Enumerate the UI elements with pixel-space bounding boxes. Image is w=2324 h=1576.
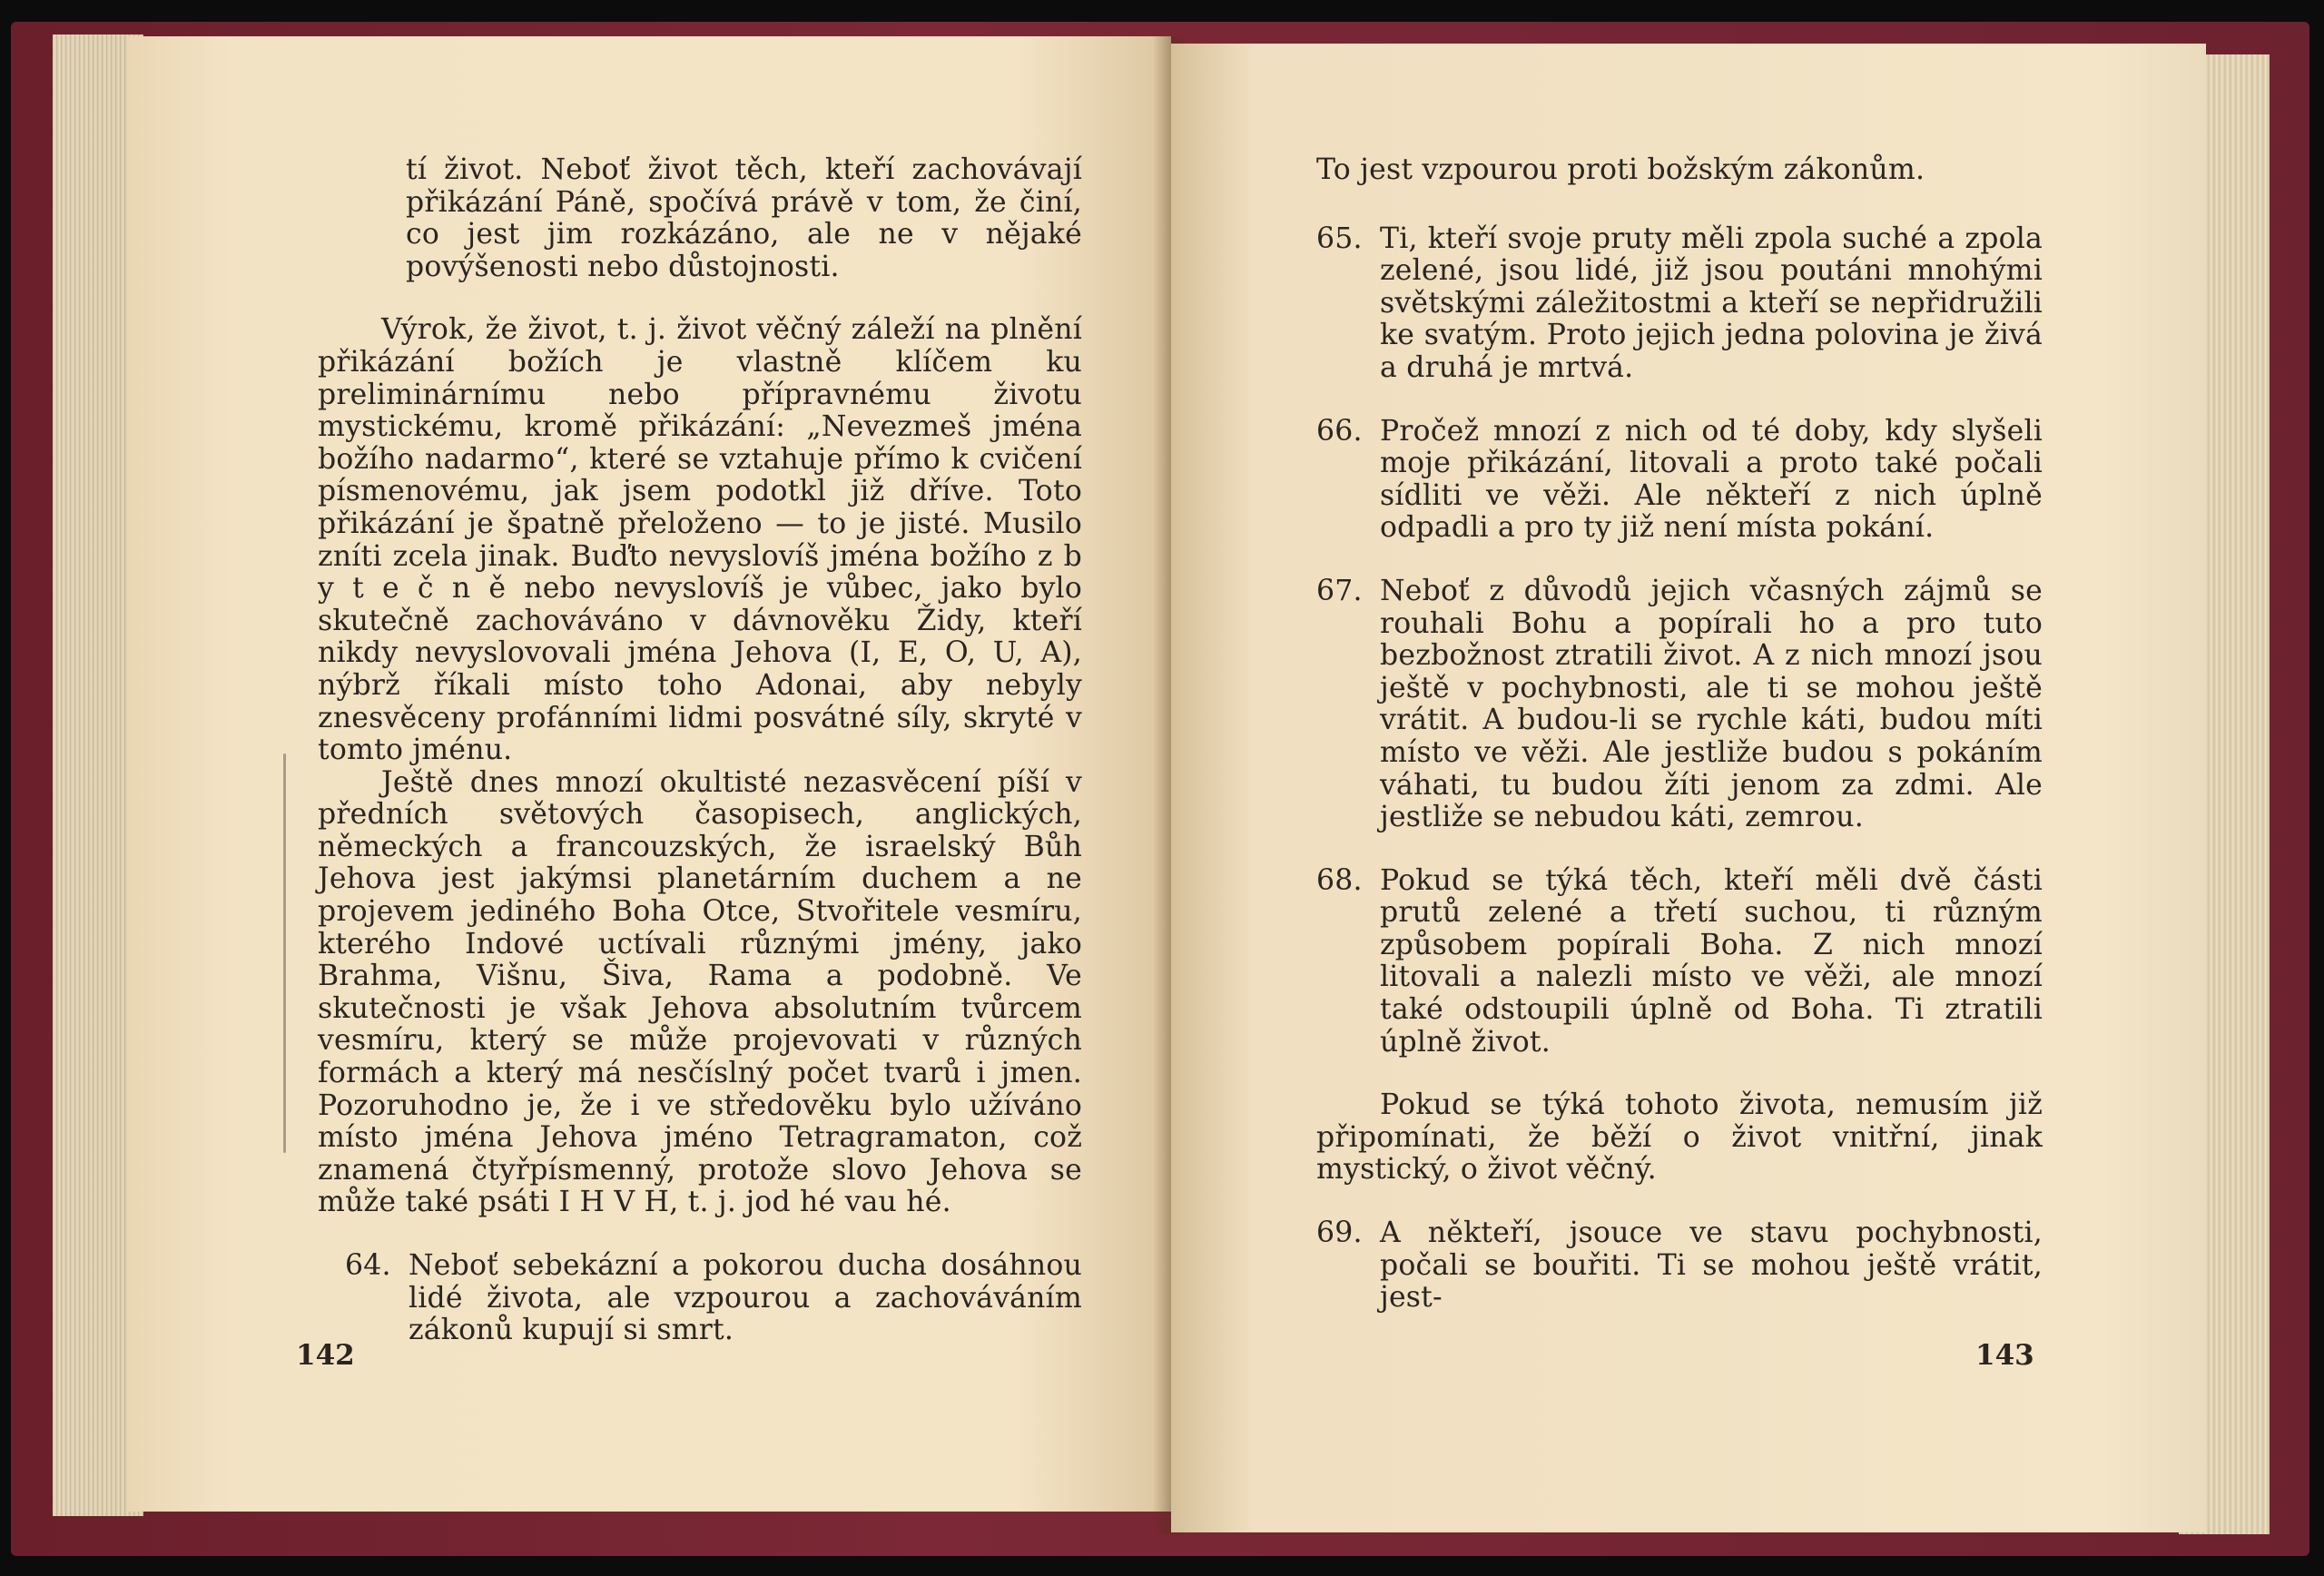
left-paragraph-vyrok: Výrok, že život, t. j. život věčný záleží na plnění přikázání božích je vlastně klíčem ku preliminárnímu nebo přípravnému životu mystickému, kromě přikázání: „Nevezmeš jména božího nadarmo“, které se vztahuje přímo k cvičení písmenovému, jak jsem podotkl již dříve. Toto přikázání je špatně přeloženo — to je jisté. Musilo zníti zcela jinak. Buďto nevyslovíš jména božího z b y t e č n ě nebo nevyslovíš je vůbec, jako bylo skutečně zachováváno v dávnověku Židy, kteří nikdy nevyslovovali jména Jehova (I, E, O, U, A), nýbrž říkali místo toho Adonai, aby nebyly znesvěceny profánními lidmi posvátné síly, skryté v tomto jménu. xyxy=(318,313,1082,767)
right-page-number: 143 xyxy=(1975,1339,2034,1372)
right-numbered-item-69 xyxy=(1316,1217,2043,1315)
right-numbered-item-67 xyxy=(1316,576,2043,834)
left-paragraph-jeste-dnes: Ještě dnes mnozí okultisté nezasvěcení píší v předních světových časopisech, anglických, německých a francouzských, že israelský Bůh Jehova jest jakýmsi planetárním duchem a ne projevem jediného Boha Otce, Stvořitele vesmíru, kterého Indové uctívali různými jmény, jako Brahma, Višnu, Šiva, Rama a podobně. Ve skutečnosti je však Jehova absolutním tvůrcem vesmíru, který se může projevovati v různých formách a který má nesčíslný počet tvarů i jmen. Pozoruhodno je, že i ve středověku bylo užíváno místo jména Jehova jméno Tetragramaton, což znamená čtyřpísmenný, protože slovo Jehova se může také psáti I H V H, t. j. jod hé vau hé. xyxy=(318,765,1082,1219)
item-number: 68. xyxy=(1316,863,1363,897)
left-page-number: 142 xyxy=(296,1339,355,1372)
item-text: Ti, kteří svoje pruty měli zpola suché a zpola zelené, jsou lidé, již jsou poutáni mnohými světskými záležitostmi a kteří se nepřidružili ke svatým. Proto jejich jedna polovina je živá a druhá je mrtvá. xyxy=(1380,222,2043,384)
item-text: Pročež mnozí z nich od té doby, kdy slyšeli moje přikázání, litovali a proto také počali sídliti ve věži. Ale někteří z nich úplně odpadli a pro ty již není místa pokání. xyxy=(1380,414,2043,545)
item-number: 66. xyxy=(1316,414,1363,448)
right-page xyxy=(1171,44,2206,1532)
item-number: 69. xyxy=(1316,1216,1363,1250)
left-numbered-item-64 xyxy=(345,1250,1082,1347)
item-text: Neboť sebekázní a pokorou ducha dosáhnou lidé života, ale vzpourou a zachováváním zákonů kupují si smrt. xyxy=(409,1249,1082,1347)
right-numbered-item-68 xyxy=(1316,865,2043,1059)
left-text-column xyxy=(318,153,1082,1347)
pencil-margin-mark xyxy=(283,754,286,1153)
left-paragraph-continuation: tí život. Neboť život těch, kteří zachovávají přikázání Páně, spočívá právě v tom, že činí, co jest jim rozkázáno, ale ne v nějaké povýšenosti nebo důstojnosti. xyxy=(406,153,1082,283)
item-text: A někteří, jsouce ve stavu pochybnosti, počali se bouřiti. Ti se mohou ještě vrátit, jest- xyxy=(1380,1216,2043,1315)
right-paragraph-pokud: Pokud se týká tohoto života, nemusím již připomínati, že běží o život vnitřní, jinak mystický, o život věčný. xyxy=(1316,1088,2043,1187)
right-text-column xyxy=(1316,154,2043,1315)
right-numbered-item-66 xyxy=(1316,416,2043,545)
item-text: Pokud se týká těch, kteří měli dvě části prutů zelené a třetí suchou, ti různým způsobem popírali Boha. Z nich mnozí litovali a nalezli místo ve věži, ale mnozí také odstoupili úplně od Boha. Ti ztratili úplně život. xyxy=(1380,863,2043,1059)
item-text: Neboť z důvodů jejich včasných zájmů se rouhali Bohu a popírali ho a pro tuto bezbožnost ztratili život. A z nich mnozí jsou ještě v pochybnosti, ale ti se mohou ještě vrátit. A budou-li se rychle káti, budou míti místo ve věži. Ale jestliže budou s pokáním váhati, tu budou žíti jenom za zdmi. Ale jestliže se nebudou káti, zemrou. xyxy=(1380,574,2043,834)
item-number: 64. xyxy=(345,1249,391,1282)
item-number: 65. xyxy=(1316,222,1363,255)
right-intro-line: To jest vzpourou proti božským zákonům. xyxy=(1316,153,1925,186)
item-number: 67. xyxy=(1316,574,1363,607)
left-page xyxy=(127,36,1171,1512)
right-numbered-item-65 xyxy=(1316,223,2043,385)
